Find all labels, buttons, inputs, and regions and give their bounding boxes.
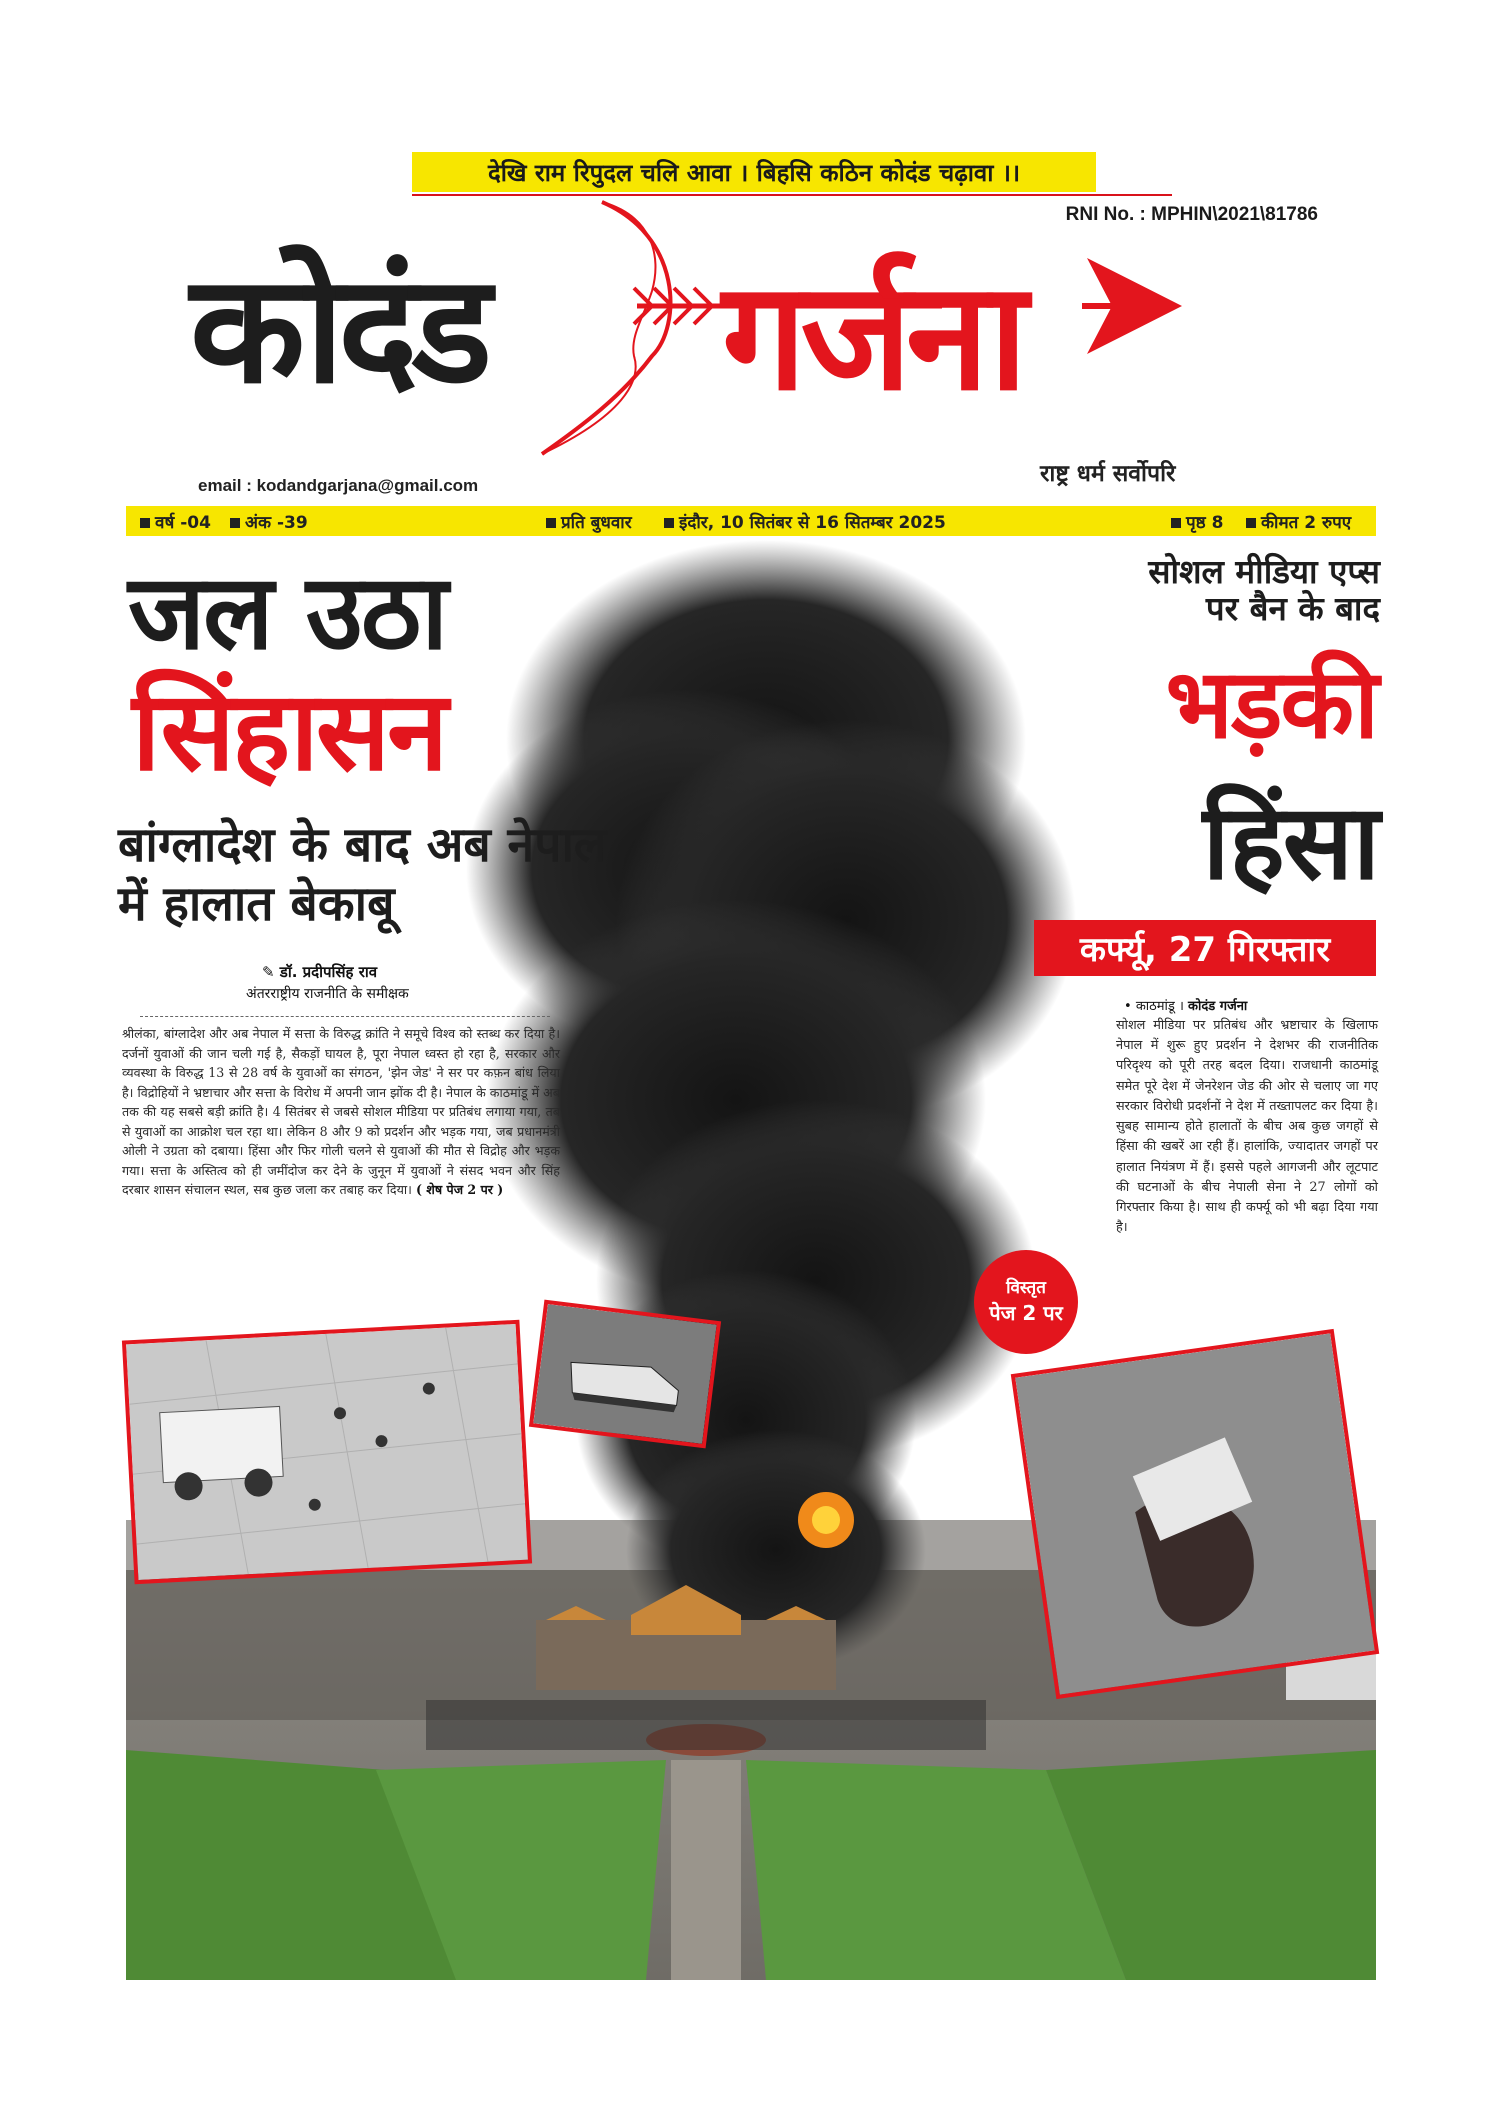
masthead-title-right: गर्जना [722,250,1022,424]
left-headline-line1: जल उठा [128,551,447,673]
author-title: अंतरराष्ट्रीय राजनीति के समीक्षक [246,986,409,1002]
left-subheadline: बांग्लादेश के बाद अब नेपाल में हालात बेकाबू [118,817,607,932]
right-headline-line1: भड़की [1165,648,1377,760]
pen-icon: ✎ [262,963,280,981]
inset-photo-ground-debris [1011,1329,1379,1699]
details-page2-badge: विस्तृत पेज 2 पर [974,1250,1078,1354]
right-headline-line2: हिंसा [1202,781,1378,903]
issue-frequency: प्रति बुधवार [546,510,632,533]
right-kicker: सोशल मीडिया एप्स पर बैन के बाद [1148,552,1380,628]
page-count: पृष्ठ 8 [1171,510,1223,533]
author-byline: ✎ डॉ. प्रदीपसिंह राव [262,963,378,981]
byline-divider [140,1016,550,1017]
masthead-title-left: कोदंड [190,243,486,417]
left-continued-note: ( शेष पेज 2 पर ) [415,1182,504,1198]
masthead-motto: राष्ट्र धर्म सर्वोपरि [1040,461,1176,487]
issue-number: अंक -39 [230,510,308,533]
curfew-strap: कर्फ्यू, 27 गिरफ्तार [1034,920,1376,976]
right-story-body: सोशल मीडिया पर प्रतिबंध और भ्रष्टाचार के खिलाफ नेपाल में शुरू हुए प्रदर्शन ने देशभर की राजनीतिक परिदृश्य को पूरी तरह बदल दिया। राजधानी काठमांडू समेत पूरे देश में जेनरेशन जेड की ओर से चलाए जा गए सरकार विरोधी प्रदर्शनों ने देश में तख्तापलट कर दिया है। सुबह सामान्य होते हालातों के बीच अब कुछ जगहों से हिंसा की खबरें आ रही हैं। हालांकि, ज्यादातर जगहों पर हालात नियंत्रण में हैं। इससे पहले आगजनी और लूटपाट की घटनाओं के बीच नेपाली सेना ने 27 लोगों को गिरफ्तार किया है। साथ ही कर्फ्यू को भी बढ़ा दिया गया है। [1116,1018,1378,1236]
price: कीमत 2 रुपए [1246,510,1351,533]
inset-photo-street-clash [122,1320,532,1584]
contact-email: email : kodandgarjana@gmail.com [198,476,479,495]
issue-year: वर्ष -04 [140,510,211,533]
rni-number: RNI No. : MPHIN\2021\81786 [1065,204,1318,225]
left-headline-line2: सिंहासन [132,667,446,795]
issue-city-date: इंदौर, 10 सितंबर से 16 सितम्बर 2025 [664,510,946,533]
inset-photo-shoe [529,1300,721,1449]
issue-info-bar [126,506,1376,536]
right-dateline: • काठमांडू । कोदंड गर्जना [1124,999,1248,1014]
masthead-tagline: देखि राम रिपुदल चलि आवा । बिहसि कठिन कोदंड चढ़ावा ।। [412,152,1096,192]
left-story-body: श्रीलंका, बांग्लादेश और अब नेपाल में सत्ता के विरुद्ध क्रांति ने समूचे विश्व को स्तब्ध कर दिया है। दर्जनों युवाओं की जान चली गई है, सैकड़ों घायल है, पूरा नेपाल ध्वस्त हो रहा है, सरकार और व्यवस्था के विरुद्ध 13 से 28 वर्ष के युवाओं का संगठन, 'झेन जेड' ने सर पर कफ़न बांध लिया है। विद्रोहियों ने भ्रष्टाचार और सत्ता के विरोध में अपनी जान झोंक दी है। नेपाल के काठमांडू में अब तक की यह सबसे बड़ी क्रांति है। 4 सितंबर से जबसे सोशल मीडिया पर प्रतिबंध लगाया गया, तब से युवाओं का आक्रोश चल रहा था। लेकिन 8 और 9 को प्रदर्शन और भड़क गया, जब प्रधानमंत्री ओली ने उग्रता को दबाया। हिंसा और फिर गोली चलने से युवाओं की मौत से विद्रोह और भड़क गया। सत्ता के अस्तित्व को ही जमींदोज कर देने के जुनून में युवाओं ने संसद भवन और सिंह दरबार शासन संचालन स्थल, सब कुछ जला कर तबाह कर दिया। ( शेष पेज 2 पर ) [122,1026,560,1198]
